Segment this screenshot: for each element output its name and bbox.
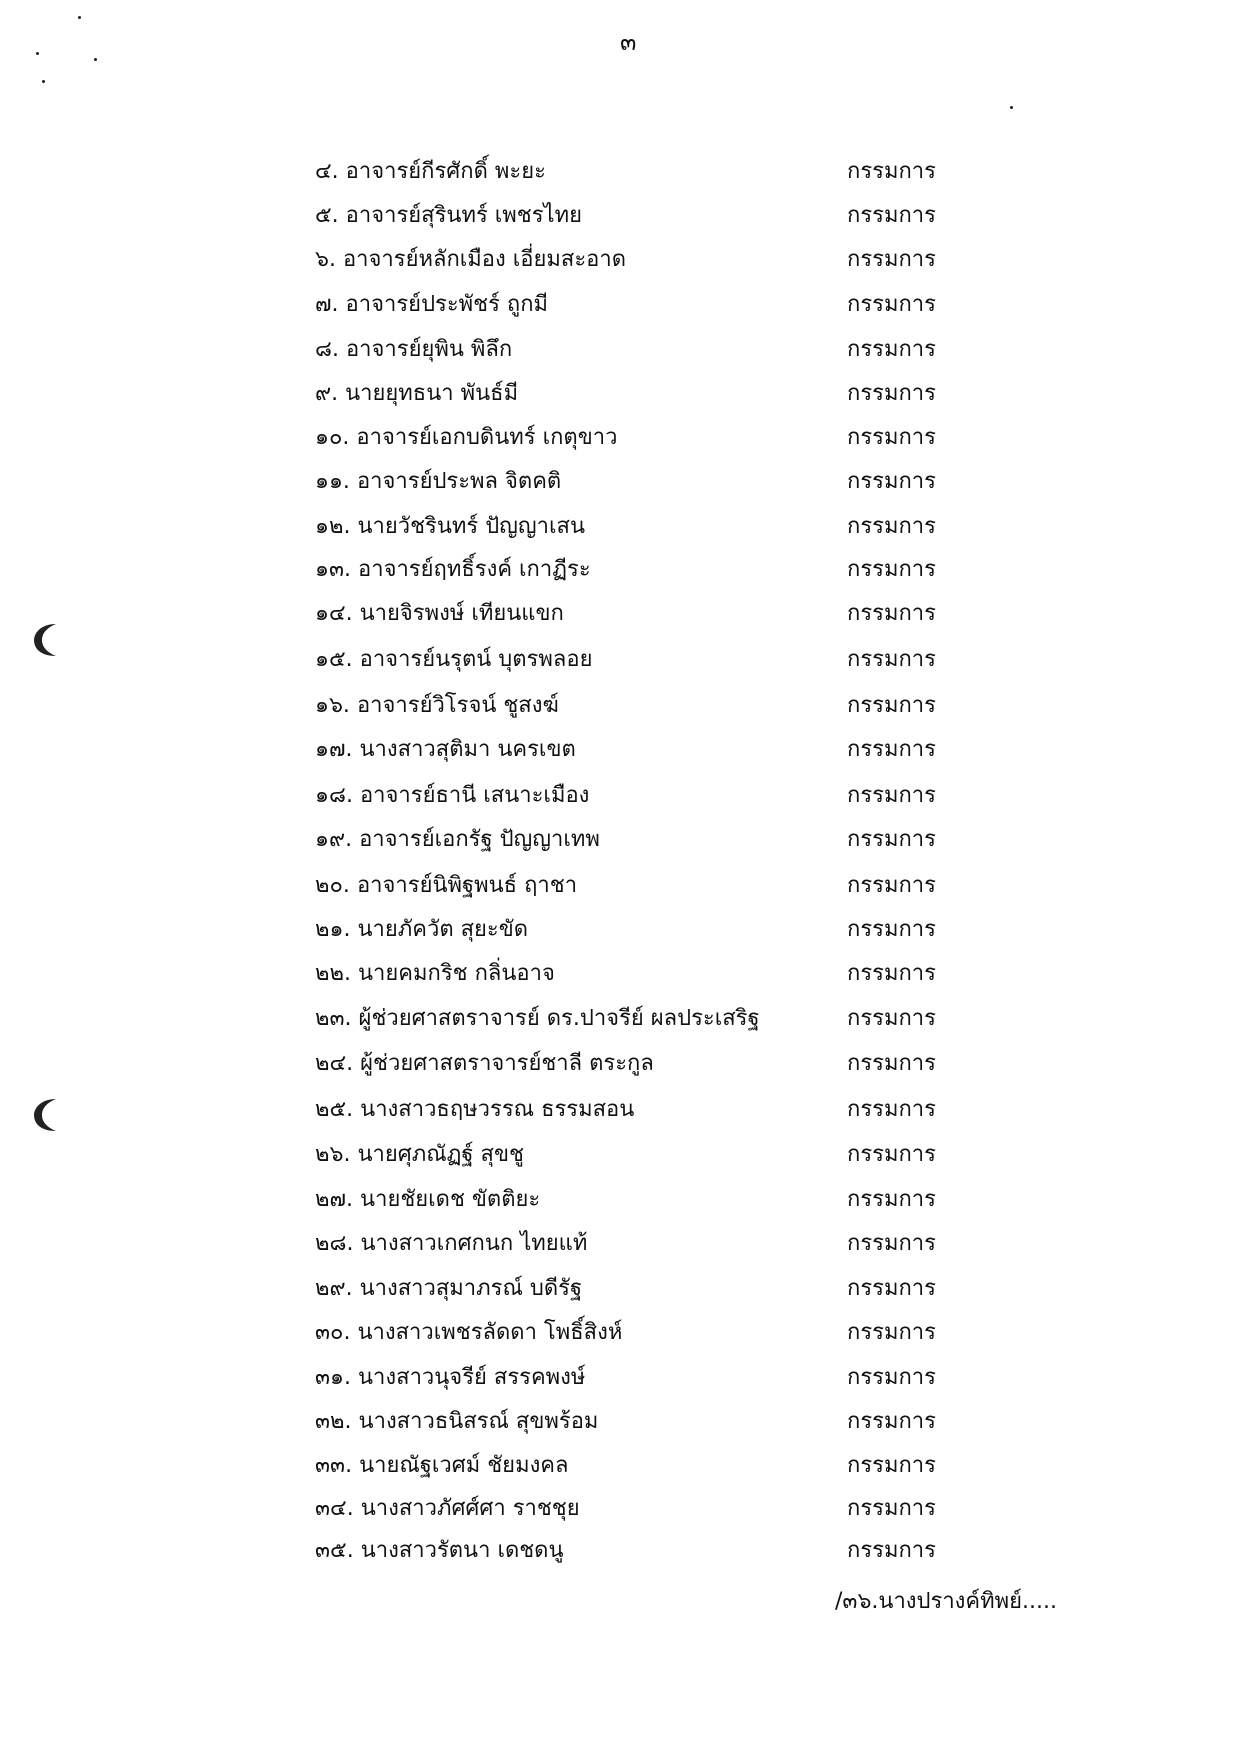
member-name: ๑๙. อาจารย์เอกรัฐ ปัญญาเทพ — [315, 827, 600, 852]
list-item — [0, 1311, 1234, 1355]
member-role: กรรมการ — [847, 469, 936, 494]
list-item — [0, 283, 1234, 327]
member-role: กรรมการ — [847, 1365, 936, 1390]
list-item — [0, 505, 1234, 549]
scan-speck — [78, 16, 81, 19]
list-item — [0, 238, 1234, 282]
member-name: ๒๙. นางสาวสุมาภรณ์ บดีรัฐ — [315, 1276, 583, 1301]
member-role: กรรมการ — [847, 514, 936, 539]
member-role: กรรมการ — [847, 1097, 936, 1122]
member-name: ๘. อาจารย์ยุพิน พิลึก — [315, 337, 513, 362]
member-name: ๒๖. นายศุภณัฏฐ์ สุขชู — [315, 1142, 524, 1167]
member-role: กรรมการ — [847, 737, 936, 762]
member-role: กรรมการ — [847, 292, 936, 317]
member-name: ๑๓. อาจารย์ฤทธิ์รงค์ เกาฏีระ — [315, 557, 591, 582]
member-name: ๒๗. นายชัยเดช ขัตติยะ — [315, 1187, 541, 1212]
member-role: กรรมการ — [847, 961, 936, 986]
list-item — [0, 1222, 1234, 1266]
member-name: ๒๕. นางสาวธฤษวรรณ ธรรมสอน — [315, 1097, 635, 1122]
member-name: ๑๕. อาจารย์นรุตน์ บุตรพลอย — [315, 647, 593, 672]
member-role: กรรมการ — [847, 1187, 936, 1212]
member-role: กรรมการ — [847, 1320, 936, 1345]
list-item — [0, 150, 1234, 194]
list-item — [0, 548, 1234, 592]
member-name: ๑๘. อาจารย์ธานี เสนาะเมือง — [315, 783, 590, 808]
list-item — [0, 1178, 1234, 1222]
member-role: กรรมการ — [847, 917, 936, 942]
member-name: ๑๑. อาจารย์ประพล จิตคติ — [315, 469, 562, 494]
member-role: กรรมการ — [847, 601, 936, 626]
member-role: กรรมการ — [847, 827, 936, 852]
member-role: กรรมการ — [847, 873, 936, 898]
member-role: กรรมการ — [847, 557, 936, 582]
member-role: กรรมการ — [847, 1006, 936, 1031]
member-name: ๑๖. อาจารย์วิโรจน์ ชูสงฆ์ — [315, 693, 559, 718]
scan-speck — [1010, 106, 1013, 109]
list-item — [0, 1487, 1234, 1531]
member-role: กรรมการ — [847, 247, 936, 272]
member-role: กรรมการ — [847, 1231, 936, 1256]
member-name: ๙. นายยุทธนา พันธ์มี — [315, 381, 519, 406]
punch-hole-shadow-icon — [30, 620, 64, 660]
member-name: ๒๐. อาจารย์นิพิฐพนธ์ ฤาชา — [315, 873, 578, 898]
list-item — [0, 997, 1234, 1041]
punch-hole-shadow-icon — [30, 1095, 64, 1135]
list-item — [0, 774, 1234, 818]
list-item — [0, 818, 1234, 862]
member-role: กรรมการ — [847, 783, 936, 808]
member-role: กรรมการ — [847, 159, 936, 184]
member-role: กรรมการ — [847, 337, 936, 362]
member-name: ๓๒. นางสาวธนิสรณ์ สุขพร้อม — [315, 1409, 599, 1434]
member-name: ๓๑. นางสาวนุจรีย์ สรรคพงษ์ — [315, 1365, 586, 1390]
member-role: กรรมการ — [847, 1051, 936, 1076]
member-role: กรรมการ — [847, 647, 936, 672]
list-item — [0, 908, 1234, 952]
list-item — [0, 1133, 1234, 1177]
member-name: ๗. อาจารย์ประพัชร์ ถูกมี — [315, 292, 549, 317]
page-number: ๓ — [620, 28, 637, 56]
list-item — [0, 1267, 1234, 1311]
list-item — [0, 194, 1234, 238]
list-item — [0, 592, 1234, 636]
scan-speck — [42, 80, 45, 83]
member-role: กรรมการ — [847, 1276, 936, 1301]
member-role: กรรมการ — [847, 1453, 936, 1478]
member-role: กรรมการ — [847, 1409, 936, 1434]
list-item — [0, 1042, 1234, 1086]
scan-speck — [36, 52, 39, 55]
list-item — [0, 728, 1234, 772]
member-name: ๒๑. นายภัควัต สุยะขัด — [315, 917, 529, 942]
list-item — [0, 952, 1234, 996]
member-name: ๒๒. นายคมกริช กลิ่นอาจ — [315, 961, 555, 986]
member-role: กรรมการ — [847, 693, 936, 718]
member-role: กรรมการ — [847, 203, 936, 228]
member-name: ๑๗. นางสาวสุติมา นครเขต — [315, 737, 576, 762]
member-name: ๒๓. ผู้ช่วยศาสตราจารย์ ดร.ปาจรีย์ ผลประเสริฐ — [315, 1006, 760, 1031]
member-name: ๒๔. ผู้ช่วยศาสตราจารย์ชาลี ตระกูล — [315, 1051, 654, 1076]
member-role: กรรมการ — [847, 1538, 936, 1563]
list-item — [0, 684, 1234, 728]
member-name: ๓๔. นางสาวภัศศ์ศา ราชชุย — [315, 1496, 580, 1521]
list-item — [0, 460, 1234, 504]
member-name: ๖. อาจารย์หลักเมือง เอี่ยมสะอาด — [315, 247, 626, 272]
member-name: ๔. อาจารย์กีรศักดิ์ พะยะ — [315, 159, 546, 184]
member-role: กรรมการ — [847, 425, 936, 450]
list-item — [0, 1444, 1234, 1488]
continuation-note: /๓๖.นางปรางค์ทิพย์..... — [835, 1589, 1057, 1614]
member-name: ๓๐. นางสาวเพชรลัดดา โพธิ์สิงห์ — [315, 1320, 623, 1345]
member-name: ๓๕. นางสาวรัตนา เดชดนู — [315, 1538, 564, 1563]
list-item — [0, 638, 1234, 682]
member-name: ๕. อาจารย์สุรินทร์ เพชรไทย — [315, 203, 582, 228]
member-name: ๑๒. นายวัชรินทร์ ปัญญาเสน — [315, 514, 585, 539]
member-role: กรรมการ — [847, 1496, 936, 1521]
scan-speck — [94, 58, 97, 61]
list-item — [0, 372, 1234, 416]
member-name: ๑๔. นายจิรพงษ์ เทียนแขก — [315, 601, 564, 626]
list-item — [0, 1529, 1234, 1573]
list-item — [0, 1356, 1234, 1400]
member-role: กรรมการ — [847, 1142, 936, 1167]
list-item — [0, 328, 1234, 372]
member-role: กรรมการ — [847, 381, 936, 406]
list-item — [0, 416, 1234, 460]
list-item — [0, 864, 1234, 908]
member-name: ๑๐. อาจารย์เอกบดินทร์ เกตุขาว — [315, 425, 618, 450]
list-item — [0, 1088, 1234, 1132]
member-name: ๒๘. นางสาวเกศกนก ไทยแท้ — [315, 1231, 588, 1256]
list-item — [0, 1400, 1234, 1444]
member-name: ๓๓. นายณัฐเวศม์ ชัยมงคล — [315, 1453, 569, 1478]
